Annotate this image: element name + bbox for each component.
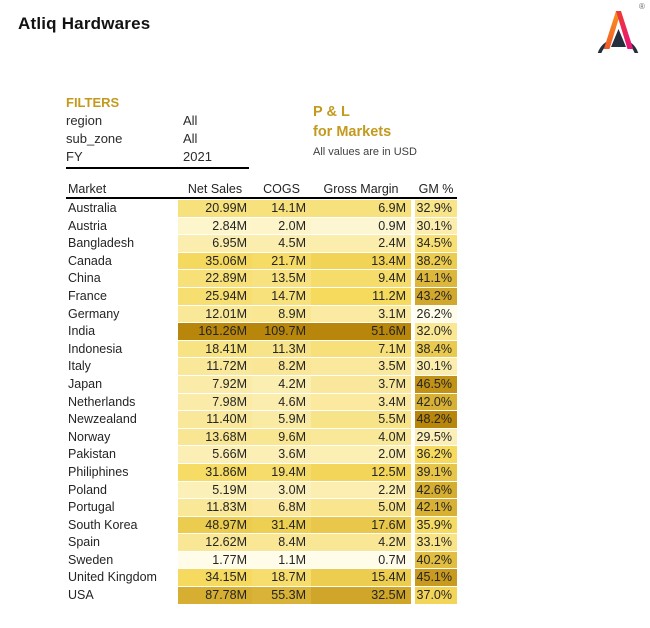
filter-label-region: region [66, 113, 103, 128]
cell-gm-pct[interactable]: 29.5% [415, 429, 457, 446]
col-header-gross-margin[interactable]: Gross Margin [323, 182, 399, 196]
cell-net-sales[interactable]: 35.06M [178, 253, 252, 270]
cell-gm-pct[interactable]: 35.9% [415, 517, 457, 534]
cell-gross-margin[interactable]: 12.5M [311, 464, 411, 481]
col-header-cogs[interactable]: COGS [263, 182, 300, 196]
cell-market[interactable]: Philiphines [68, 464, 129, 479]
cell-gross-margin[interactable]: 0.7M [311, 552, 411, 569]
cell-gross-margin[interactable]: 9.4M [311, 270, 411, 287]
cell-net-sales[interactable]: 31.86M [178, 464, 252, 481]
cell-market[interactable]: Spain [68, 535, 100, 550]
filters-heading: FILTERS [66, 95, 120, 110]
cell-gm-pct[interactable]: 38.2% [415, 253, 457, 270]
cell-market[interactable]: Italy [68, 359, 91, 374]
table-row[interactable] [66, 218, 457, 235]
cell-cogs[interactable]: 2.0M [252, 218, 311, 235]
cell-gross-margin[interactable]: 2.0M [311, 446, 411, 463]
table-body [66, 200, 457, 604]
cell-cogs[interactable]: 21.7M [252, 253, 311, 270]
cell-market[interactable]: Sweden [68, 552, 114, 567]
table-row[interactable] [66, 394, 457, 411]
cell-net-sales[interactable]: 11.83M [178, 499, 252, 516]
table-row[interactable] [66, 569, 457, 586]
cell-gross-margin[interactable]: 3.7M [311, 376, 411, 393]
cell-market[interactable]: Bangladesh [68, 236, 135, 251]
cell-gross-margin[interactable]: 3.5M [311, 358, 411, 375]
cell-market[interactable]: Australia [68, 201, 117, 215]
cell-gross-margin[interactable]: 4.0M [311, 429, 411, 446]
cell-net-sales[interactable]: 13.68M [178, 429, 252, 446]
cell-gross-margin[interactable]: 4.2M [311, 534, 411, 551]
cell-gm-pct[interactable]: 38.4% [415, 341, 457, 358]
cell-market[interactable]: Indonesia [68, 341, 123, 356]
cell-cogs[interactable]: 14.7M [252, 288, 311, 305]
table-row[interactable] [66, 499, 457, 516]
cell-market[interactable]: Canada [68, 253, 112, 268]
cell-gross-margin[interactable]: 11.2M [311, 288, 411, 305]
cell-net-sales[interactable]: 1.77M [178, 552, 252, 569]
cell-gm-pct[interactable]: 42.0% [415, 394, 457, 411]
table-row[interactable] [66, 446, 457, 463]
cell-cogs[interactable]: 109.7M [252, 323, 311, 340]
cell-gross-margin[interactable]: 51.6M [311, 323, 411, 340]
cell-cogs[interactable]: 4.2M [252, 376, 311, 393]
cell-cogs[interactable]: 11.3M [252, 341, 311, 358]
table-row[interactable] [66, 253, 457, 270]
cell-net-sales[interactable]: 5.66M [178, 446, 252, 463]
cell-gross-margin[interactable]: 5.5M [311, 411, 411, 428]
cell-market[interactable]: China [68, 271, 101, 286]
cell-cogs[interactable]: 18.7M [252, 569, 311, 586]
cell-cogs[interactable]: 55.3M [252, 587, 311, 604]
atliq-logo [595, 5, 641, 53]
cell-net-sales[interactable]: 11.72M [178, 358, 252, 375]
cell-gross-margin[interactable]: 7.1M [311, 341, 411, 358]
filter-value-region[interactable]: All [183, 113, 198, 128]
filter-row-fy [66, 148, 249, 166]
cell-net-sales[interactable]: 161.26M [178, 323, 252, 340]
table-row[interactable] [66, 306, 457, 323]
cell-gross-margin[interactable]: 13.4M [311, 253, 411, 270]
pl-table [66, 180, 457, 605]
cell-gm-pct[interactable]: 36.2% [415, 446, 457, 463]
cell-gm-pct[interactable]: 39.1% [415, 464, 457, 481]
cell-gm-pct[interactable]: 48.2% [415, 411, 457, 428]
table-row[interactable] [66, 411, 457, 428]
cell-market[interactable]: South Korea [68, 517, 138, 532]
cell-net-sales[interactable]: 6.95M [178, 235, 252, 252]
table-row[interactable] [66, 200, 457, 217]
table-row[interactable] [66, 429, 457, 446]
cell-market[interactable]: India [68, 324, 96, 339]
cell-gm-pct[interactable]: 30.1% [415, 358, 457, 375]
table-row[interactable] [66, 376, 457, 393]
filter-value-fy[interactable]: 2021 [183, 149, 212, 164]
page-title: Atliq Hardwares [18, 14, 151, 33]
cell-market[interactable]: France [68, 288, 107, 303]
report-subtitle: All values are in USD [313, 146, 417, 158]
cell-net-sales[interactable]: 5.19M [178, 482, 252, 499]
cell-market[interactable]: Newzealand [68, 412, 137, 427]
filters-panel [66, 95, 249, 169]
cell-gm-pct[interactable]: 42.6% [415, 482, 457, 499]
cell-gm-pct[interactable]: 32.0% [415, 323, 457, 340]
col-header-gm-pct[interactable]: GM % [418, 182, 454, 196]
cell-cogs[interactable]: 1.1M [252, 552, 311, 569]
cell-net-sales[interactable]: 7.98M [178, 394, 252, 411]
table-row[interactable] [66, 482, 457, 499]
cell-gm-pct[interactable]: 40.2% [415, 552, 457, 569]
cell-gross-margin[interactable]: 3.4M [311, 394, 411, 411]
filter-label-fy: FY [66, 149, 83, 164]
cell-market[interactable]: Japan [68, 376, 103, 391]
cell-net-sales[interactable]: 20.99M [178, 200, 252, 217]
cell-cogs[interactable]: 3.0M [252, 482, 311, 499]
cell-cogs[interactable]: 6.8M [252, 499, 311, 516]
cell-gm-pct[interactable]: 34.5% [415, 235, 457, 252]
cell-market[interactable]: USA [68, 588, 94, 603]
report-title-block [313, 102, 417, 158]
cell-market[interactable]: Pakistan [68, 447, 116, 462]
cell-market[interactable]: Netherlands [68, 394, 136, 409]
cell-gross-margin[interactable]: 3.1M [311, 306, 411, 323]
cell-gm-pct[interactable]: 46.5% [415, 376, 457, 393]
table-row[interactable] [66, 270, 457, 287]
registered-trademark-icon: ® [639, 2, 645, 11]
cell-net-sales[interactable]: 2.84M [178, 218, 252, 235]
cell-gm-pct[interactable]: 30.1% [415, 218, 457, 235]
cell-cogs[interactable]: 9.6M [252, 429, 311, 446]
cell-market[interactable]: Portugal [68, 500, 115, 515]
table-row[interactable] [66, 517, 457, 534]
cell-gross-margin[interactable]: 2.2M [311, 482, 411, 499]
cell-gross-margin[interactable]: 0.9M [311, 218, 411, 235]
cell-cogs[interactable]: 13.5M [252, 270, 311, 287]
cell-cogs[interactable]: 8.4M [252, 534, 311, 551]
report-title-line2: for Markets [313, 124, 392, 140]
cell-cogs[interactable]: 5.9M [252, 411, 311, 428]
cell-cogs[interactable]: 8.9M [252, 306, 311, 323]
col-header-net-sales[interactable]: Net Sales [187, 182, 243, 196]
cell-net-sales[interactable]: 87.78M [178, 587, 252, 604]
cell-market[interactable]: Austria [68, 218, 107, 233]
cell-market[interactable]: Germany [68, 306, 120, 321]
filter-row-sub-zone [66, 130, 249, 148]
table-row[interactable] [66, 235, 457, 252]
cell-net-sales[interactable]: 12.01M [178, 306, 252, 323]
cell-cogs[interactable]: 8.2M [252, 358, 311, 375]
filter-value-sub-zone[interactable]: All [183, 131, 198, 146]
cell-net-sales[interactable]: 25.94M [178, 288, 252, 305]
cell-cogs[interactable]: 19.4M [252, 464, 311, 481]
cell-gross-margin[interactable]: 17.6M [311, 517, 411, 534]
filter-row-region [66, 112, 249, 130]
cell-gm-pct[interactable]: 42.1% [415, 499, 457, 516]
cell-net-sales[interactable]: 12.62M [178, 534, 252, 551]
cell-gross-margin[interactable]: 6.9M [311, 200, 411, 217]
filters-underline [66, 167, 249, 169]
table-row[interactable] [66, 464, 457, 481]
table-row[interactable] [66, 587, 457, 604]
cell-gm-pct[interactable]: 26.2% [415, 306, 457, 323]
cell-gm-pct[interactable]: 45.1% [415, 569, 457, 586]
table-row[interactable] [66, 323, 457, 340]
table-row[interactable] [66, 288, 457, 305]
table-row[interactable] [66, 534, 457, 551]
cell-gm-pct[interactable]: 41.1% [415, 270, 457, 287]
cell-gross-margin[interactable]: 2.4M [311, 235, 411, 252]
cell-cogs[interactable]: 4.6M [252, 394, 311, 411]
cell-net-sales[interactable]: 7.92M [178, 376, 252, 393]
cell-gm-pct[interactable]: 32.9% [415, 200, 457, 217]
cell-cogs[interactable]: 31.4M [252, 517, 311, 534]
table-row[interactable] [66, 552, 457, 569]
table-header-row [66, 180, 457, 199]
cell-cogs[interactable]: 4.5M [252, 235, 311, 252]
cell-cogs[interactable]: 14.1M [252, 200, 311, 217]
table-row[interactable] [66, 341, 457, 358]
cell-market[interactable]: Poland [68, 482, 107, 497]
cell-market[interactable]: United Kingdom [68, 570, 157, 585]
cell-gross-margin[interactable]: 32.5M [311, 587, 411, 604]
cell-net-sales[interactable]: 48.97M [178, 517, 252, 534]
cell-net-sales[interactable]: 34.15M [178, 569, 252, 586]
cell-market[interactable]: Norway [68, 429, 111, 444]
cell-cogs[interactable]: 3.6M [252, 446, 311, 463]
cell-gm-pct[interactable]: 37.0% [415, 587, 457, 604]
cell-net-sales[interactable]: 22.89M [178, 270, 252, 287]
report-title-line1: P & L [313, 104, 350, 120]
cell-net-sales[interactable]: 18.41M [178, 341, 252, 358]
cell-net-sales[interactable]: 11.40M [178, 411, 252, 428]
cell-gm-pct[interactable]: 43.2% [415, 288, 457, 305]
cell-gross-margin[interactable]: 15.4M [311, 569, 411, 586]
col-header-market[interactable]: Market [68, 182, 107, 196]
table-row[interactable] [66, 358, 457, 375]
cell-gm-pct[interactable]: 33.1% [415, 534, 457, 551]
cell-gross-margin[interactable]: 5.0M [311, 499, 411, 516]
filter-label-sub-zone: sub_zone [66, 131, 123, 146]
